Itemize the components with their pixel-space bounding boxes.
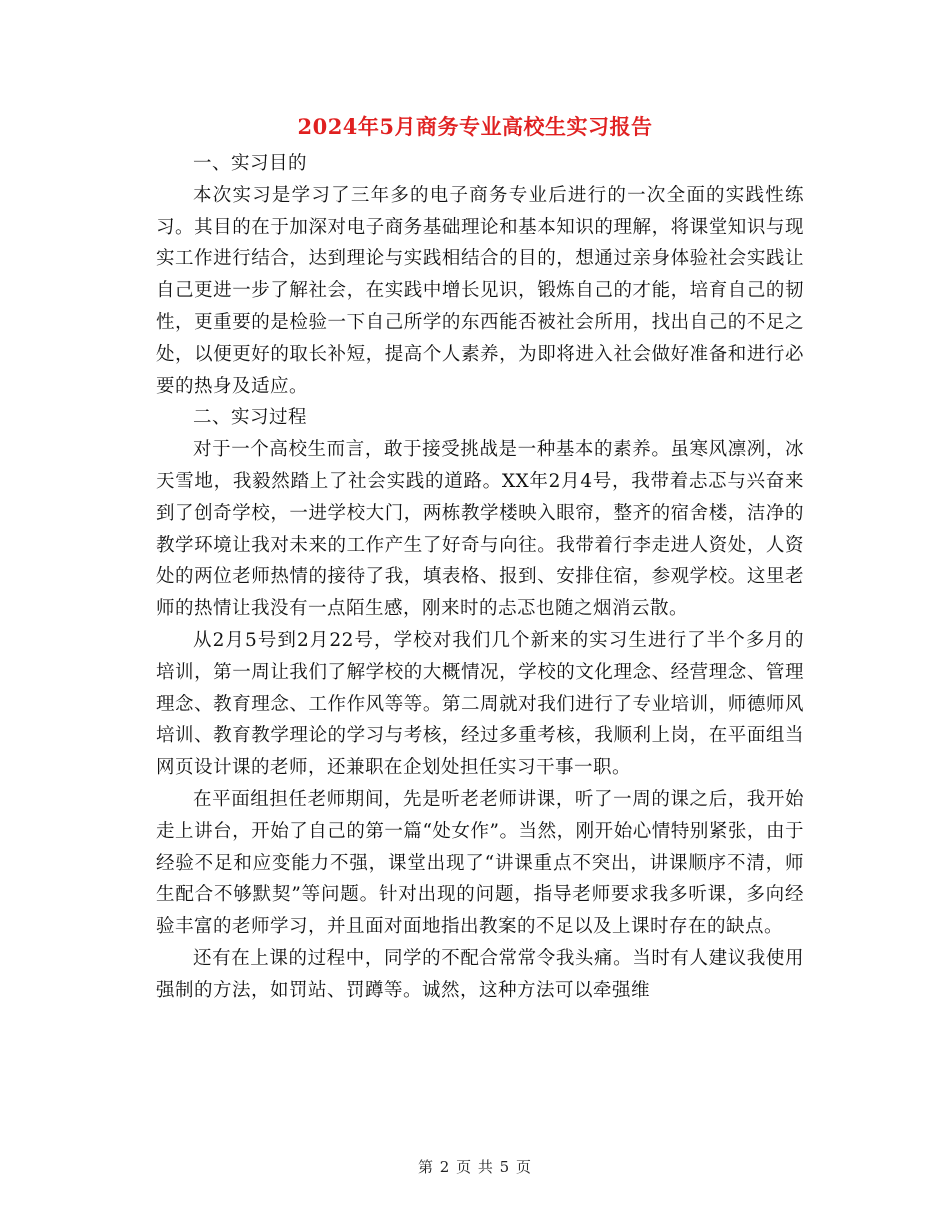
paragraph: 本次实习是学习了三年多的电子商务专业后进行的一次全面的实践性练习。其目的在于加深对电子商务基础理论和基本知识的理解，将课堂知识与现实工作进行结合，达到理论与实践相结合的目的，想通过亲身体验社会实践让自己更进一步了解社会，在实践中增长见识，锻炼自己的才能，培育自己的韧性，更重要的是检验一下自己所学的东西能否被社会所用，找出自己的不足之处，以便更好的取长补短，提高个人素养，为即将进入社会做好准备和进行必要的热身及适应。 (156, 184, 804, 397)
paragraph: 对于一个高校生而言，敢于接受挑战是一种基本的素养。虽寒风凛冽，冰天雪地，我毅然踏上了社会实践的道路。XX年2月4号，我带着忐忑与兴奋来到了创奇学校，一进学校大门，两栋教学楼映入眼帘，整齐的宿舍楼，洁净的教学环境让我对未来的工作产生了好奇与向往。我带着行李走进人资处，人资处的两位老师热情的接待了我，填表格、报到、安排住宿，参观学校。这里老师的热情让我没有一点陌生感，刚来时的忐忑也随之烟消云散。 (156, 439, 804, 620)
document-body (156, 148, 804, 1007)
paragraph: 从2月5号到2月22号，学校对我们几个新来的实习生进行了半个多月的培训，第一周让我们了解学校的大概情况，学校的文化理念、经营理念、管理理念、教育理念、工作作风等等。第二周就对我们进行了专业培训，师德师风培训、教育教学理论的学习与考核，经过多重考核，我顺利上岗，在平面组当网页设计课的老师，还兼职在企划处担任实习干事一职。 (156, 629, 804, 779)
section-heading: 一、实习目的 (193, 153, 308, 174)
paragraph: 还有在上课的过程中，同学的不配合常常令我头痛。当时有人建议我使用强制的方法，如罚站、罚蹲等。诚然，这种方法可以牵强维 (156, 947, 804, 1001)
section-heading: 二、实习过程 (193, 407, 308, 429)
document-title: 2024年5月商务专业高校生实习报告 (297, 114, 653, 139)
page-footer: 第 2 页 共 5 页 (418, 1158, 532, 1176)
paragraph: 在平面组担任老师期间，先是听老老师讲课，听了一周的课之后，我开始走上讲台，开始了自己的第一篇“处女作”。当然，刚开始心情特别紧张，由于经验不足和应变能力不强，课堂出现了“讲课重点不突出，讲课顺序不清，师生配合不够默契”等问题。针对出现的问题，指导老师要求我多听课，多向经验丰富的老师学习，并且面对面地指出教案的不足以及上课时存在的缺点。 (156, 788, 804, 938)
